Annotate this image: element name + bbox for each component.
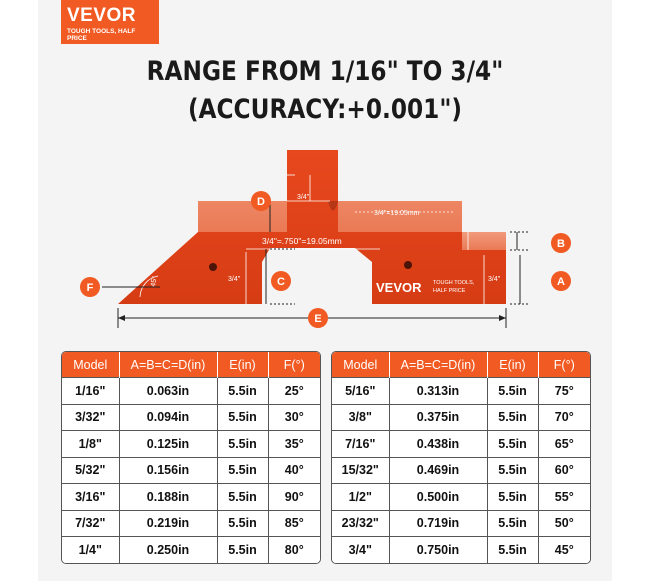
cell-model: 15/32"	[332, 457, 389, 484]
cell-model: 3/4"	[332, 537, 389, 563]
table-row	[332, 510, 590, 537]
table-row	[62, 537, 320, 563]
cell-model: 1/16"	[62, 378, 119, 405]
table-row	[332, 404, 590, 431]
cell-length: 5.5in	[487, 378, 538, 405]
cell-angle: 35°	[268, 431, 320, 458]
cell-length: 5.5in	[217, 431, 268, 458]
logo-brand-text: VEVOR	[67, 5, 137, 26]
cell-model: 3/32"	[62, 404, 119, 431]
cell-angle: 80°	[268, 537, 320, 563]
table-row	[332, 537, 590, 563]
cell-size: 0.500in	[389, 484, 487, 511]
callout-c-label: C	[277, 276, 285, 288]
product-diagram	[0, 140, 650, 340]
cell-size: 0.156in	[119, 457, 217, 484]
table-header-row	[332, 352, 590, 378]
cell-length: 5.5in	[487, 510, 538, 537]
table-row	[62, 431, 320, 458]
header-length: E(in)	[217, 352, 268, 378]
spec-table-right-grid	[332, 352, 590, 563]
cell-length: 5.5in	[487, 431, 538, 458]
cell-model: 5/32"	[62, 457, 119, 484]
brand-logo	[61, 0, 159, 44]
headline-range: RANGE FROM 1/16" TO 3/4"	[146, 56, 504, 87]
callout-e-label: E	[314, 313, 322, 325]
cell-length: 5.5in	[487, 457, 538, 484]
angle-label: 45°	[150, 275, 159, 288]
cell-size: 0.094in	[119, 404, 217, 431]
callout-a-label: A	[557, 276, 565, 288]
table-row	[332, 484, 590, 511]
cell-size: 0.219in	[119, 510, 217, 537]
callout-d-label: D	[257, 196, 265, 208]
header-size: A=B=C=D(in)	[389, 352, 487, 378]
cell-size: 0.750in	[389, 537, 487, 563]
cell-length: 5.5in	[487, 484, 538, 511]
cell-size: 0.469in	[389, 457, 487, 484]
dim-label-c: 3/4"	[228, 276, 241, 283]
cell-size: 0.188in	[119, 484, 217, 511]
cell-angle: 65°	[538, 431, 590, 458]
dim-label-d: 3/4"	[297, 194, 310, 201]
header-size: A=B=C=D(in)	[119, 352, 217, 378]
cell-length: 5.5in	[487, 404, 538, 431]
header-model: Model	[62, 352, 119, 378]
cell-model: 5/16"	[332, 378, 389, 405]
cell-angle: 60°	[538, 457, 590, 484]
block-tagline-1: TOUGH TOOLS,	[433, 280, 475, 286]
cell-model: 23/32"	[332, 510, 389, 537]
cell-angle: 40°	[268, 457, 320, 484]
table-row	[62, 404, 320, 431]
spec-table-left-grid	[62, 352, 320, 563]
header-angle: F(°)	[538, 352, 590, 378]
table-row	[62, 378, 320, 405]
cell-size: 0.313in	[389, 378, 487, 405]
cell-angle: 55°	[538, 484, 590, 511]
header-length: E(in)	[487, 352, 538, 378]
cell-length: 5.5in	[217, 510, 268, 537]
table-row	[62, 457, 320, 484]
cell-length: 5.5in	[217, 537, 268, 563]
cell-size: 0.375in	[389, 404, 487, 431]
cell-size: 0.063in	[119, 378, 217, 405]
block-brand: VEVOR	[376, 280, 422, 295]
cell-model: 1/4"	[62, 537, 119, 563]
cell-angle: 25°	[268, 378, 320, 405]
spec-table-right	[331, 351, 591, 564]
table-header-row	[62, 352, 320, 378]
header-angle: F(°)	[268, 352, 320, 378]
cell-model: 1/2"	[332, 484, 389, 511]
cell-model: 3/8"	[332, 404, 389, 431]
callout-f-label: F	[86, 282, 94, 294]
table-row	[332, 457, 590, 484]
table-row	[332, 431, 590, 458]
cell-angle: 45°	[538, 537, 590, 563]
spec-table-left	[61, 351, 321, 564]
table-row	[332, 378, 590, 405]
headline-accuracy: (ACCURACY:+0.001")	[187, 94, 463, 125]
cell-model: 7/16"	[332, 431, 389, 458]
block-tagline-2: HALF PRICE	[433, 288, 466, 294]
cell-size: 0.719in	[389, 510, 487, 537]
dim-label-a: 3/4"	[488, 276, 501, 283]
cell-length: 5.5in	[217, 484, 268, 511]
cell-angle: 75°	[538, 378, 590, 405]
dim-label-top-right: 3/4"=19.05mm	[374, 210, 420, 217]
cell-angle: 30°	[268, 404, 320, 431]
cell-angle: 50°	[538, 510, 590, 537]
mount-hole-left	[209, 263, 217, 271]
table-row	[62, 484, 320, 511]
block-step-top-face	[462, 232, 506, 250]
header-model: Model	[332, 352, 389, 378]
cell-length: 5.5in	[217, 404, 268, 431]
cell-angle: 70°	[538, 404, 590, 431]
callout-b-label: B	[557, 238, 565, 250]
cell-size: 0.250in	[119, 537, 217, 563]
logo-tagline: TOUGH TOOLS, HALF PRICE	[67, 28, 136, 42]
cell-size: 0.125in	[119, 431, 217, 458]
cell-angle: 90°	[268, 484, 320, 511]
cell-angle: 85°	[268, 510, 320, 537]
dim-label-center: 3/4"=.750"=19.05mm	[262, 236, 342, 246]
cell-model: 3/16"	[62, 484, 119, 511]
cell-length: 5.5in	[217, 457, 268, 484]
cell-length: 5.5in	[487, 537, 538, 563]
mount-hole-right	[404, 261, 412, 269]
cell-model: 1/8"	[62, 431, 119, 458]
cell-size: 0.438in	[389, 431, 487, 458]
cell-model: 7/32"	[62, 510, 119, 537]
cell-length: 5.5in	[217, 378, 268, 405]
table-row	[62, 510, 320, 537]
